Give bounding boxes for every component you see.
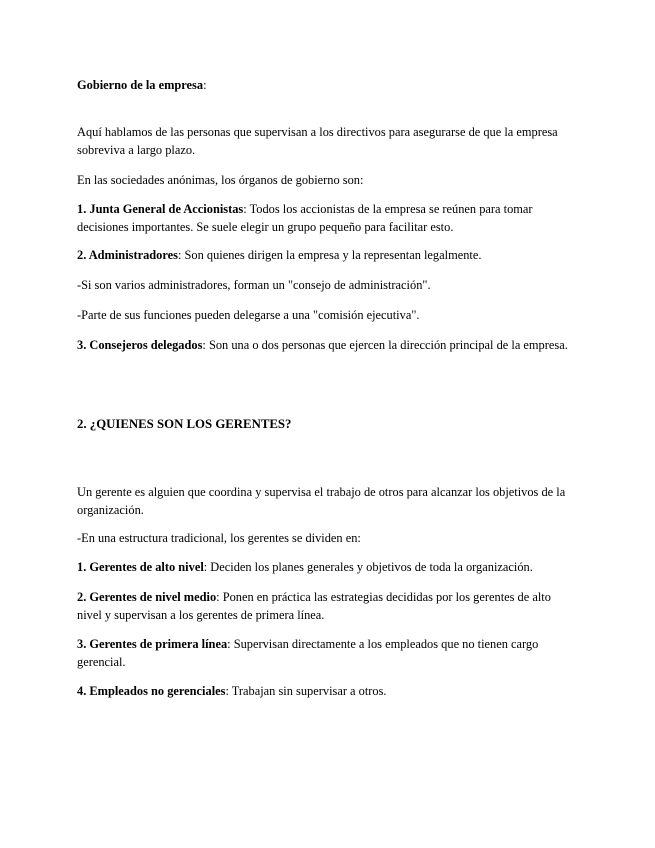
list-item-text: : Trabajan sin supervisar a otros. <box>225 684 387 698</box>
paragraph-note-consejo: -Si son varios administradores, forman un "consejo de administración". <box>77 278 431 292</box>
paragraph-organos-intro: En las sociedades anónimas, los órganos de gobierno son: <box>77 173 364 187</box>
paragraph-gerente-definition: Un gerente es alguien que coordina y supervisa el trabajo de otros para alcanzar los objetivos de la organización. <box>77 485 566 517</box>
list-item-term: 3. Gerentes de primera línea <box>77 637 228 651</box>
list-item-term: 1. Gerentes de alto nivel <box>77 560 204 574</box>
list-item-term: 4. Empleados no gerenciales <box>77 684 226 698</box>
list-item-administradores <box>77 247 577 265</box>
list-item-term: 2. Gerentes de nivel medio <box>77 590 217 604</box>
list-item-text: : Ponen en práctica las estrategias decididas por los gerentes de alto nivel y supervisan a los gerentes de primera línea. <box>77 590 551 622</box>
paragraph-structure-intro: -En una estructura tradicional, los gerentes se dividen en: <box>77 531 361 545</box>
section-title-gobierno <box>77 77 577 95</box>
list-item-junta-general <box>77 201 577 236</box>
list-item-primera-linea <box>77 636 577 671</box>
paragraph-gobierno-intro: Aquí hablamos de las personas que supervisan a los directivos para asegurarse de que la empresa sobreviva a largo plazo. <box>77 125 558 157</box>
list-item-term: 2. Administradores <box>77 248 178 262</box>
list-item-consejeros-delegados <box>77 337 577 355</box>
section-title-gerentes <box>77 416 577 434</box>
paragraph-note-comision: -Parte de sus funciones pueden delegarse a una "comisión ejecutiva". <box>77 308 420 322</box>
section-title-text: 2. ¿QUIENES SON LOS GERENTES? <box>77 417 292 431</box>
list-item-text: : Son una o dos personas que ejercen la dirección principal de la empresa. <box>202 338 568 352</box>
list-item-text: : Son quienes dirigen la empresa y la representan legalmente. <box>177 248 482 262</box>
list-item-text: : Supervisan directamente a los empleados que no tienen cargo gerencial. <box>77 637 539 669</box>
list-item-term: 1. Junta General de Accionistas <box>77 202 244 216</box>
list-item-term: 3. Consejeros delegados <box>77 338 203 352</box>
list-item-alto-nivel <box>77 559 577 577</box>
list-item-text: : Deciden los planes generales y objetivos de toda la organización. <box>203 560 533 574</box>
list-item-text: : Todos los accionistas de la empresa se reúnen para tomar decisiones importantes. Se suele elegir un grupo pequeño para facilitar esto. <box>77 202 533 234</box>
section-title-text: Gobierno de la empresa <box>77 78 204 92</box>
section-title-suffix: : <box>203 78 207 92</box>
list-item-nivel-medio <box>77 589 577 624</box>
list-item-no-gerenciales <box>77 683 577 701</box>
